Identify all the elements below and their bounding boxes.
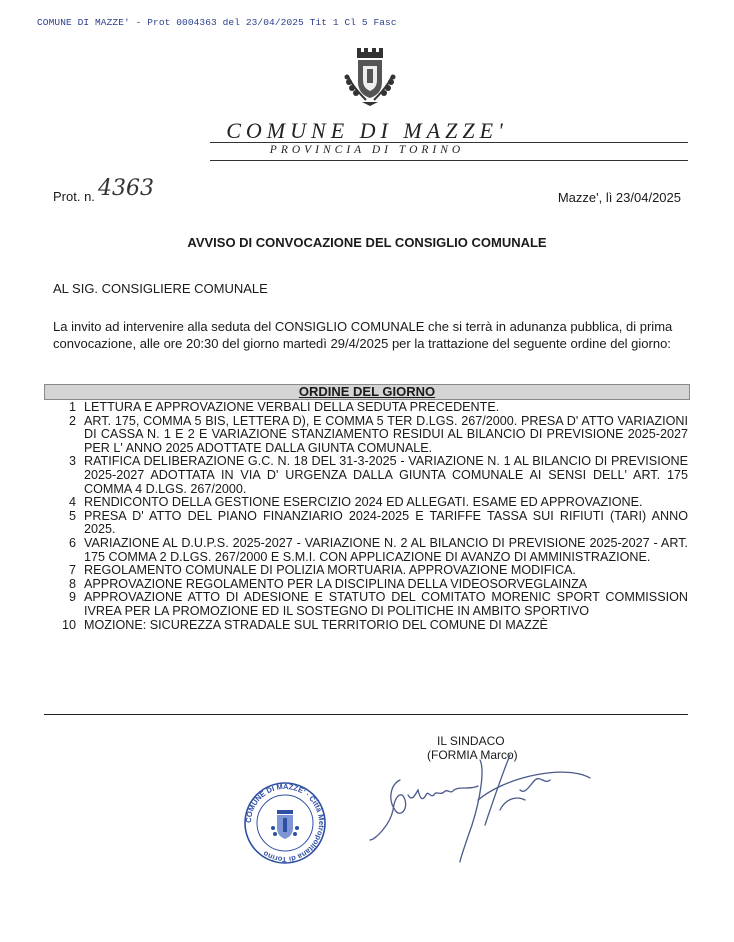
place-and-date: Mazze', lì 23/04/2025 — [557, 190, 681, 205]
agenda-item-number: 9 — [68, 590, 76, 605]
agenda-item — [44, 401, 688, 415]
agenda-heading: ORDINE DEL GIORNO — [298, 384, 436, 399]
agenda-item-number: 3 — [68, 454, 76, 469]
official-seal-stamp — [242, 780, 328, 866]
agenda-item-text: REGOLAMENTO COMUNALE DI POLIZIA MORTUARIA. APPROVAZIONE MODIFICA. — [84, 563, 576, 578]
agenda-item-text: ART. 175, COMMA 5 BIS, LETTERA D), E COMMA 5 TER D.LGS. 267/2000. PRESA D' ATTO VARIAZIONI DI CASSA N. 1 E 2 E VARIAZIONE STANZIAMENTO RESIDUI AL BILANCIO DI PREVISIONE 2025-2027 PER L' ANNO 2025 ADOTTATE DALLA GIUNTA COMUNALE. — [84, 413, 688, 455]
protocol-header-stamp: COMUNE DI MAZZE' - Prot 0004363 del 23/04/2025 Tit 1 Cl 5 Fasc — [37, 17, 397, 28]
agenda-item — [44, 564, 688, 578]
invitation-paragraph: La invito ad intervenire alla seduta del CONSIGLIO COMUNALE che si terrà in adunanza pubblica, di prima convocazione, alle ore 20:30 del giorno martedì 29/4/2025 per la trattazione del seguente ordine del giorno: — [53, 319, 673, 351]
recipient-line: AL SIG. CONSIGLIERE COMUNALE — [53, 281, 268, 296]
agenda-item-number: 10 — [61, 617, 76, 632]
agenda-item-text: PRESA D' ATTO DEL PIANO FINANZIARIO 2024-2025 E TARIFFE TASSA SUI RIFIUTI (TARI) ANNO 2025. — [84, 508, 688, 537]
agenda-item — [44, 496, 688, 510]
letterhead-provincia: PROVINCIA DI TORINO — [269, 144, 465, 156]
agenda-heading-bar — [44, 384, 690, 400]
agenda-item-number: 5 — [68, 508, 76, 523]
agenda-item-number: 8 — [68, 576, 76, 591]
agenda-item — [44, 415, 688, 456]
coat-of-arms-icon — [330, 40, 410, 120]
agenda-item-text: RATIFICA DELIBERAZIONE G.C. N. 18 DEL 31-3-2025 - VARIAZIONE N. 1 AL BILANCIO DI PREVISIONE 2025-2027 ADOTTATA IN VIA D' URGENZA DALLA GIUNTA COMUNALE AI SENSI DELL' ART. 175 COMMA 4 D.LGS. 267/2000. — [84, 454, 688, 496]
document-title: AVVISO DI CONVOCAZIONE DEL CONSIGLIO COMUNALE — [187, 235, 547, 250]
agenda-item-text: VARIAZIONE AL D.U.P.S. 2025-2027 - VARIAZIONE N. 2 AL BILANCIO DI PREVISIONE 2025-2027 - ART. 175 COMMA 2 D.LGS. 267/2000 E S.M.I. CON APPLICAZIONE DI AVANZO DI AMMINISTRAZIONE. — [84, 535, 688, 564]
agenda-item-text: RENDICONTO DELLA GESTIONE ESERCIZIO 2024 ED ALLEGATI. ESAME ED APPROVAZIONE. — [84, 495, 643, 510]
agenda-item-number: 7 — [68, 563, 76, 578]
letterhead-rule-bottom — [210, 160, 688, 161]
agenda-end-rule — [44, 714, 688, 715]
agenda-item-text: LETTURA E APPROVAZIONE VERBALI DELLA SEDUTA PRECEDENTE. — [84, 400, 500, 414]
signatory-name: (FORMIA Marco) — [427, 748, 518, 762]
seal-text: COMUNE DI MAZZE' · Città Metropolitana di Torino — [243, 781, 327, 865]
agenda-item — [44, 455, 688, 496]
agenda-item — [44, 537, 688, 564]
agenda-item — [44, 510, 688, 537]
agenda-item — [44, 619, 688, 633]
protocol-label: Prot. n. — [53, 189, 95, 204]
agenda-item-text: MOZIONE: SICUREZZA STRADALE SUL TERRITORIO DEL COMUNE DI MAZZÈ — [84, 617, 548, 632]
protocol-number-handwritten: 4363 — [98, 176, 154, 201]
agenda-item-number: 6 — [68, 535, 76, 550]
agenda-item-number: 1 — [68, 400, 76, 414]
letterhead-comune: COMUNE DI MAZZE' — [226, 118, 508, 143]
agenda-item-text: APPROVAZIONE ATTO DI ADESIONE E STATUTO DEL COMITATO MORENIC SPORT COMMISSION IVREA PER LA PROMOZIONE ED IL SOSTEGNO DI POLITICHE IN AMBITO SPORTIVO — [84, 590, 688, 618]
agenda-list — [44, 401, 688, 632]
agenda-item-text: APPROVAZIONE REGOLAMENTO PER LA DISCIPLINA DELLA VIDEOSORVEGLAINZA — [84, 576, 588, 591]
agenda-item — [44, 591, 688, 618]
handwritten-signature — [360, 740, 600, 865]
agenda-item-number: 2 — [68, 413, 76, 428]
agenda-item — [44, 578, 688, 592]
letterhead-rule-top — [210, 142, 688, 143]
agenda-item-number: 4 — [68, 495, 76, 510]
signatory-role: IL SINDACO — [437, 734, 505, 748]
